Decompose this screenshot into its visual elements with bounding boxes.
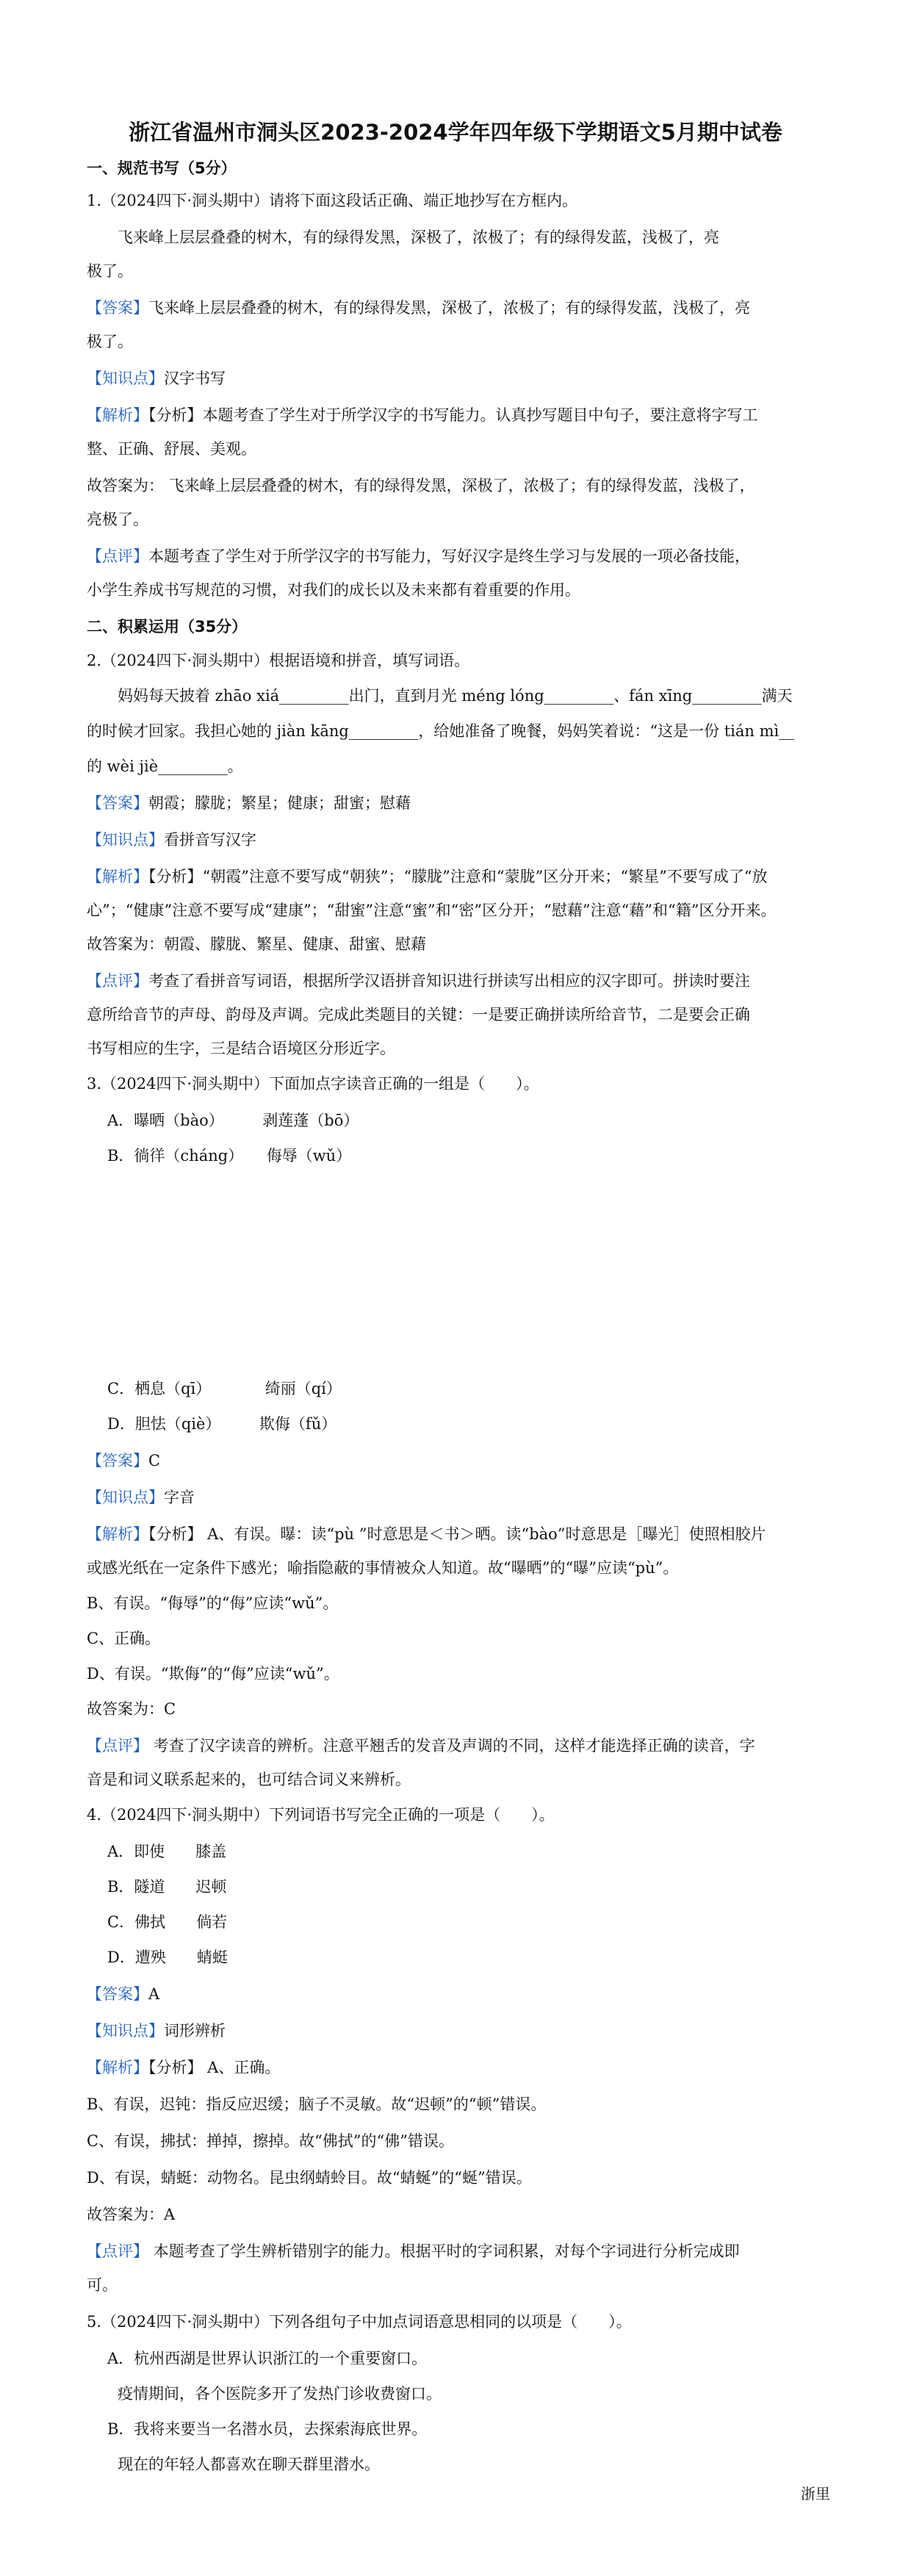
- line-text: C．栖息（qī） 绮丽（qí）: [107, 1380, 342, 1397]
- section-heading: [87, 157, 237, 179]
- line-text: 本题考查了学生辨析错别字的能力。根据平时的字词积累，对每个字词进行分析完成即: [148, 2242, 740, 2260]
- text-line: [87, 1627, 160, 1649]
- label-tag: 【知识点】: [87, 2022, 164, 2040]
- line-text: D．胆怯（qiè） 欺侮（fǔ）: [107, 1415, 337, 1433]
- line-text: 妈妈每天披着 zhāo xiá_________出门，直到月光 méng lóng_________、fán xīng_________满天: [118, 687, 793, 705]
- line-text: 疫情期间，各个医院多开了发热门诊收费窗口。: [118, 2385, 442, 2403]
- text-line: [118, 226, 719, 248]
- line-text: 书写相应的生字，三是结合语境区分形近字。: [87, 1040, 395, 1057]
- text-line: [87, 829, 256, 851]
- text-line: [87, 1735, 755, 1757]
- text-line: [87, 1523, 766, 1545]
- text-line: [87, 2274, 118, 2296]
- text-line: [87, 933, 426, 955]
- line-text: 可。: [87, 2276, 118, 2294]
- line-text: 亮极了。: [87, 511, 148, 528]
- text-line: [87, 2167, 532, 2189]
- line-text: 朝霞；朦胧；繁星；健康；甜蜜；慰藉: [148, 794, 411, 812]
- line-text: 3.（2024四下·洞头期中）下面加点字读音正确的一组是（ ）。: [87, 1075, 539, 1093]
- text-line: [87, 190, 577, 212]
- text-line: [107, 1876, 226, 1898]
- text-line: [87, 1804, 555, 1826]
- text-line: [118, 2453, 380, 2475]
- line-text: 【分析】 A、有误。曝：读“pù ”时意思是＜书＞晒。读“bào”时意思是［曝光］使照相胶片: [148, 1525, 766, 1543]
- line-text: 词形辨析: [164, 2022, 226, 2040]
- line-text: 本题考查了学生对于所学汉字的书写能力，写好汉字是终生学习与发展的一项必备技能，: [148, 547, 750, 565]
- line-text: D．遭殃 蜻蜓: [107, 1949, 228, 1966]
- text-line: [87, 367, 226, 389]
- line-text: 汉字书写: [164, 370, 226, 387]
- text-line: [87, 2057, 280, 2079]
- text-line: [87, 508, 148, 530]
- text-line: [87, 1769, 411, 1791]
- text-line: [87, 260, 133, 282]
- line-text: 【分析】本题考查了学生对于所学汉字的书写能力。认真抄写题目中句子，要注意将字写工: [148, 406, 758, 424]
- label-tag: 【解析】: [87, 868, 148, 885]
- text-line: [107, 1413, 336, 1435]
- line-text: 极了。: [87, 333, 133, 350]
- line-text: 故答案为： 飞来峰上层层叠叠的树木，有的绿得发黑，深极了，浓极了；有的绿得发蓝，浅极了，: [87, 477, 755, 494]
- section-heading: [87, 616, 247, 638]
- line-text: 字音: [164, 1489, 195, 1506]
- text-line: [118, 2383, 442, 2405]
- text-line: [107, 2347, 427, 2370]
- line-text: 的时候才回家。我担心她的 jiàn kāng_________，给她准备了晚餐，妈妈笑着说：“这是一份 tián mì__: [87, 722, 795, 740]
- text-line: [87, 1557, 678, 1579]
- label-tag: 【答案】: [87, 1452, 148, 1469]
- line-text: 意所给音节的声母、韵母及声调。完成此类题目的关键：一是要正确拼读所给音节，二是要会正确: [87, 1006, 750, 1023]
- text-line: [87, 1450, 160, 1472]
- line-text: A．曝晒（bào） 剥莲蓬（bō）: [107, 1112, 359, 1129]
- text-line: [87, 1073, 539, 1095]
- text-line: [87, 970, 750, 992]
- label-tag: 【知识点】: [87, 370, 164, 387]
- label-tag: 【点评】: [87, 972, 148, 990]
- line-text: 故答案为：A: [87, 2206, 176, 2223]
- label-tag: 【点评】: [87, 1737, 148, 1755]
- line-text: 看拼音写汉字: [164, 831, 256, 849]
- line-text: A: [148, 1985, 160, 2003]
- line-text: 考查了汉字读音的辨析。注意平翘舌的发音及声调的不同，这样才能选择正确的读音，字: [148, 1737, 755, 1755]
- label-tag: 【答案】: [87, 299, 148, 317]
- line-text: 一、规范书写（5分）: [87, 159, 237, 177]
- line-text: 二、积累运用（35分）: [87, 618, 248, 636]
- text-line: [87, 475, 755, 497]
- label-tag: 【点评】: [87, 2242, 148, 2260]
- line-text: 考查了看拼音写词语，根据所学汉语拼音知识进行拼读写出相应的汉字即可。拼读时要注: [148, 972, 750, 990]
- text-line: [87, 2240, 740, 2262]
- line-text: C．佛拭 倘若: [107, 1913, 228, 1931]
- text-line: [118, 685, 793, 707]
- line-text: 【分析】 A、正确。: [148, 2059, 281, 2076]
- text-line: [87, 2093, 546, 2115]
- line-text: 现在的年轻人都喜欢在聊天群里潜水。: [118, 2456, 380, 2473]
- text-line: [87, 650, 469, 672]
- text-line: [87, 1983, 159, 2005]
- line-text: B、有误，迟钝：指反应迟缓；脑子不灵敏。故“迟顿”的“顿”错误。: [87, 2095, 547, 2113]
- text-line: [87, 899, 777, 921]
- text-line: [87, 1004, 750, 1026]
- line-text: 故答案为：朝霞、朦胧、繁星、健康、甜蜜、慰藉: [87, 935, 426, 953]
- line-text: B．我将来要当一名潜水员，去探索海底世界。: [107, 2420, 428, 2438]
- line-text: 4.（2024四下·洞头期中）下列词语书写完全正确的一项是（ ）。: [87, 1806, 555, 1824]
- text-line: [87, 1592, 338, 1614]
- text-line: [87, 1663, 339, 1685]
- text-line: [107, 1145, 351, 1167]
- text-line: [87, 1486, 195, 1508]
- label-tag: 【点评】: [87, 547, 148, 565]
- line-text: 2.（2024四下·洞头期中）根据语境和拼音，填写词语。: [87, 652, 470, 669]
- line-text: D、有误，蜻蜓：动物名。昆虫纲蜻蛉目。故“蜻蜒”的“蜒”错误。: [87, 2169, 532, 2187]
- line-text: 飞来峰上层层叠叠的树木，有的绿得发黑，深极了，浓极了；有的绿得发蓝，浅极了，亮: [118, 229, 719, 246]
- label-tag: 【答案】: [87, 794, 148, 812]
- text-line: [107, 1109, 359, 1132]
- page-footer: 浙里: [801, 2485, 830, 2503]
- line-text: C: [148, 1452, 161, 1469]
- line-text: 故答案为：C: [87, 1700, 176, 1718]
- label-tag: 【解析】: [87, 1525, 148, 1543]
- page-title: 浙江省温州市洞头区2023-2024学年四年级下学期语文5月期中试卷: [129, 120, 782, 145]
- text-line: [87, 866, 768, 888]
- label-tag: 【知识点】: [87, 1489, 164, 1506]
- label-tag: 【解析】: [87, 2059, 148, 2076]
- line-text: C、有误，拂拭：掸掉，擦掉。故“佛拭”的“佛”错误。: [87, 2132, 455, 2150]
- line-text: B．徜徉（cháng） 侮辱（wǔ）: [107, 1147, 352, 1165]
- line-text: 5.（2024四下·洞头期中）下列各组句子中加点词语意思相同的以项是（ ）。: [87, 2313, 632, 2331]
- line-text: D、有误。“欺侮”的“侮”应读“wǔ”。: [87, 1665, 339, 1683]
- line-text: 心”；“健康”注意不要写成“建康”；“甜蜜”注意“蜜”和“密”区分开；“慰藉”注意“藉”和“籍”区分开来。: [87, 902, 777, 919]
- text-line: [87, 792, 411, 814]
- label-tag: 【解析】: [87, 406, 148, 424]
- text-line: [107, 1946, 228, 1968]
- line-text: A．即使 膝盖: [107, 1843, 227, 1860]
- line-text: 极了。: [87, 262, 133, 280]
- text-line: [107, 2418, 427, 2440]
- line-text: 音是和词义联系起来的，也可结合词义来辨析。: [87, 1771, 411, 1788]
- label-tag: 【答案】: [87, 1985, 148, 2003]
- text-line: [87, 331, 133, 353]
- text-line: [87, 2203, 175, 2226]
- text-line: [87, 1698, 176, 1720]
- label-tag: 【知识点】: [87, 831, 164, 849]
- line-text: 整、正确、舒展、美观。: [87, 440, 256, 458]
- text-line: [87, 579, 580, 601]
- line-text: 的 wèi jiè_________。: [87, 758, 243, 775]
- text-line: [87, 545, 750, 567]
- line-text: 1.（2024四下·洞头期中）请将下面这段话正确、端正地抄写在方框内。: [87, 192, 578, 209]
- text-line: [107, 1841, 226, 1863]
- line-text: C、正确。: [87, 1630, 161, 1647]
- text-line: [87, 755, 243, 777]
- text-line: [87, 2130, 454, 2152]
- line-text: B、有误。“侮辱”的“侮”应读“wǔ”。: [87, 1594, 339, 1612]
- text-line: [87, 404, 758, 426]
- text-line: [87, 297, 750, 319]
- text-line: [87, 2311, 632, 2333]
- text-line: [87, 438, 256, 460]
- line-text: B．隧道 迟顿: [107, 1878, 227, 1896]
- text-line: [87, 2020, 226, 2042]
- text-line: [107, 1378, 342, 1400]
- line-text: 【分析】“朝霞”注意不要写成“朝狭”；“朦胧”注意和“蒙胧”区分开来；“繁星”不要写成了“放: [148, 868, 768, 885]
- line-text: 或感光纸在一定条件下感光；喻指隐蔽的事情被众人知道。故“曝晒”的“曝”应读“pù”。: [87, 1559, 679, 1577]
- text-line: [87, 720, 794, 742]
- line-text: A．杭州西湖是世界认识浙江的一个重要窗口。: [107, 2350, 428, 2367]
- text-line: [107, 1911, 227, 1933]
- text-line: [87, 1037, 395, 1059]
- line-text: 小学生养成书写规范的习惯，对我们的成长以及未来都有着重要的作用。: [87, 581, 580, 599]
- line-text: 飞来峰上层层叠叠的树木，有的绿得发黑，深极了，浓极了；有的绿得发蓝，浅极了，亮: [148, 299, 750, 317]
